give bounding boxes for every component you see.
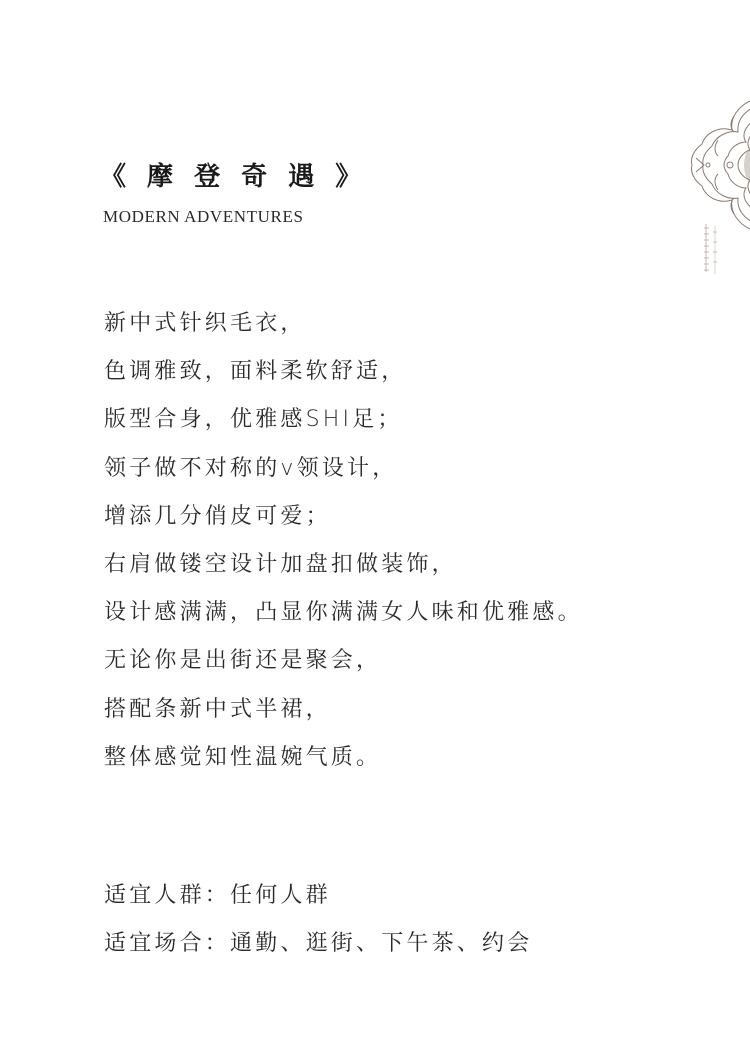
description-line: 增添几分俏皮可爱； (104, 503, 331, 529)
description-line: 新中式针织毛衣， (104, 311, 306, 336)
description-line: 整体感觉知性温婉气质。 (104, 744, 382, 770)
audience-line: 适宜人群：任何人群 (104, 883, 331, 908)
mandala-ornament-icon (690, 100, 750, 230)
description-line: 版型合身，优雅感SHI足； (104, 407, 403, 433)
brand-mark-icon (702, 222, 724, 276)
description-line: 色调雅致，面料柔软舒适， (104, 359, 407, 385)
description-line: 搭配条新中式半裙， (104, 696, 331, 722)
occasion-line: 适宜场合：通勤、逛街、下午茶、约会 (104, 931, 533, 956)
page-title: 《 摩 登 奇 遇 》 (100, 162, 368, 192)
description-line: 无论你是出街还是聚会， (104, 648, 382, 674)
description-line: 设计感满满，凸显你满满女人味和优雅感。 (104, 600, 583, 626)
description-line: 右肩做镂空设计加盘扣做装饰， (104, 552, 457, 578)
page-subtitle: MODERN ADVENTURES (103, 207, 304, 226)
description-text (104, 300, 583, 782)
product-info (104, 872, 532, 968)
description-line: 领子做不对称的v领设计， (104, 455, 398, 481)
